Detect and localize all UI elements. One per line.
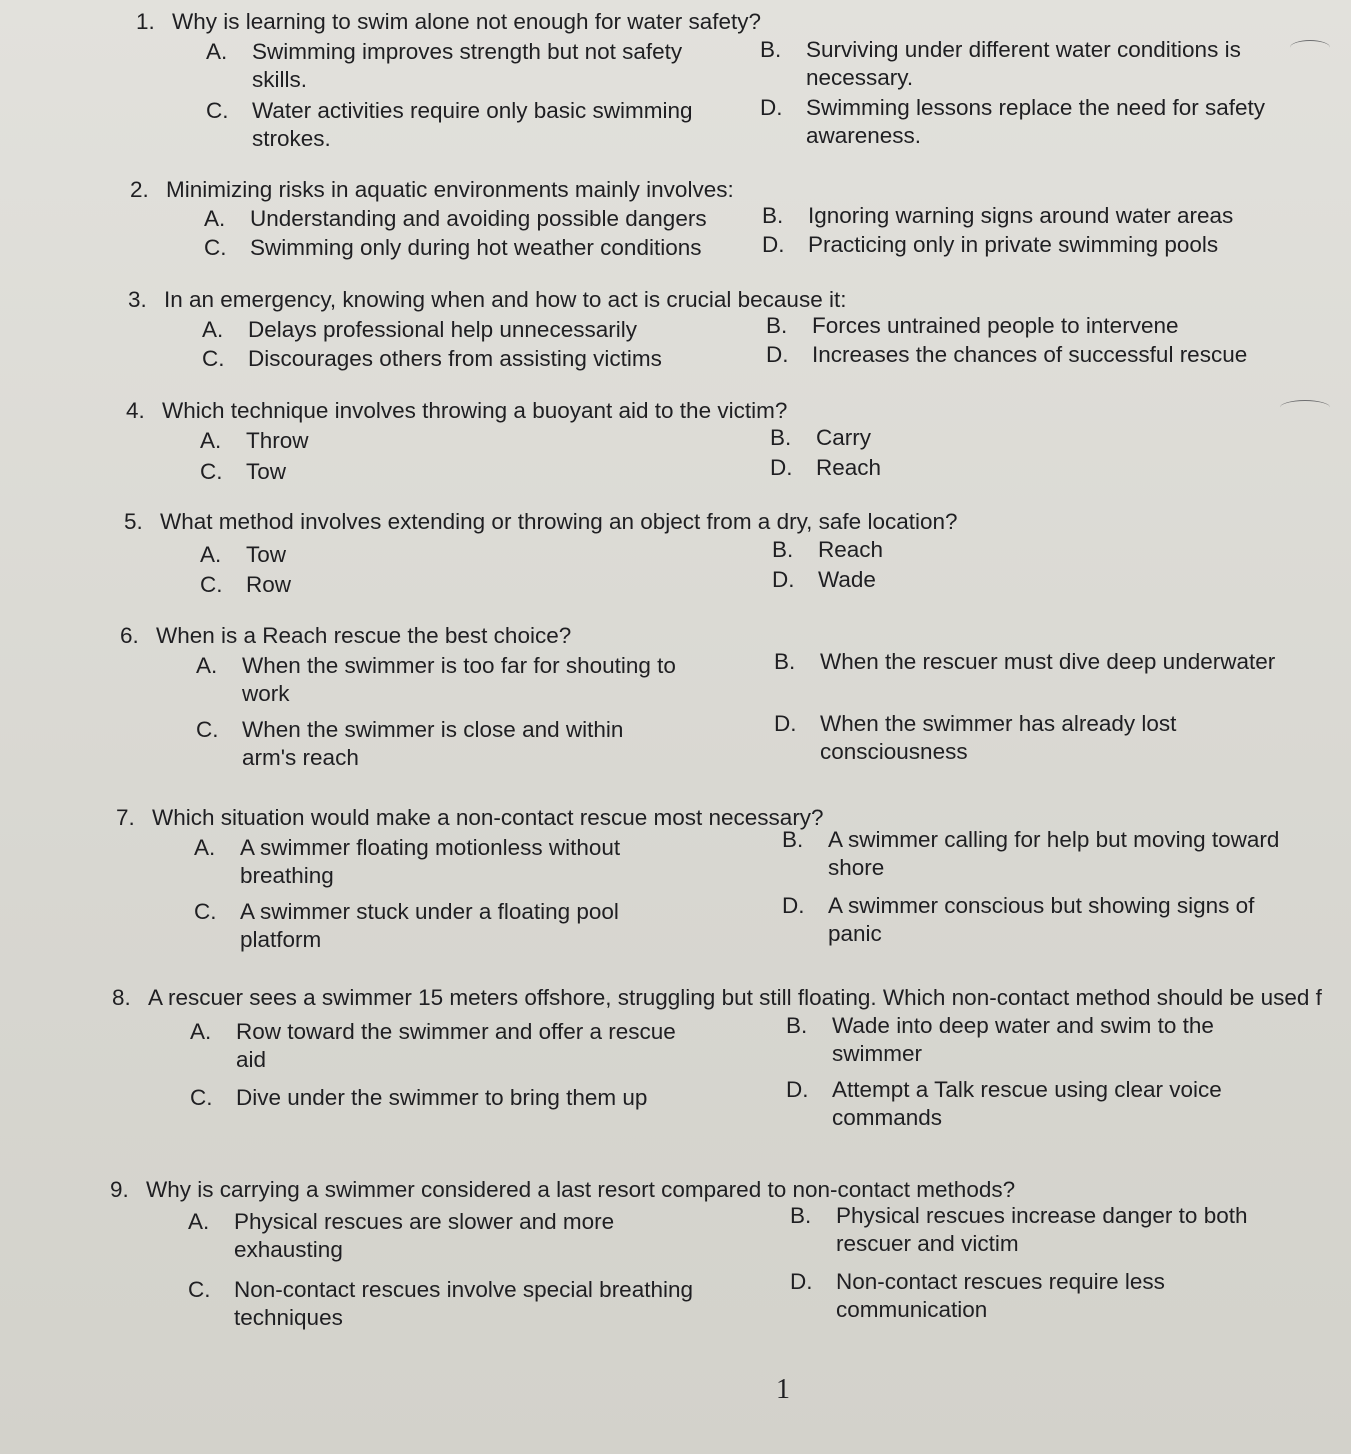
question-number: 9. [110, 1177, 129, 1202]
question-number: 1. [136, 9, 155, 34]
option-letter: D. [770, 455, 793, 480]
option-letter: C. [190, 1085, 213, 1110]
option-letter: B. [760, 37, 782, 62]
option-letter: B. [782, 827, 804, 852]
option-text: Water activities require only basic swimming strokes. [252, 98, 693, 152]
question-text: When is a Reach rescue the best choice? [156, 623, 572, 648]
option-c [206, 97, 702, 153]
option-d [774, 710, 1180, 766]
question-stem [136, 8, 761, 36]
option-text: Carry [816, 425, 871, 450]
option-text: Understanding and avoiding possible dangers [250, 206, 707, 231]
option-text: Surviving under different water conditions is necessary. [806, 37, 1241, 91]
option-text: When the swimmer is too far for shouting to work [242, 653, 676, 707]
option-letter: D. [786, 1077, 809, 1102]
option-text: Row [246, 572, 292, 597]
option-b [762, 202, 1233, 230]
option-letter: B. [770, 425, 792, 450]
option-letter: A. [200, 542, 222, 567]
option-letter: A. [196, 653, 218, 678]
option-c [200, 571, 291, 599]
question-stem [124, 508, 958, 536]
option-text: Practicing only in private swimming pools [808, 232, 1219, 257]
question-number: 6. [120, 623, 139, 648]
option-text: Reach [818, 537, 884, 562]
option-b [786, 1012, 1232, 1068]
option-letter: C. [204, 235, 227, 260]
option-text: A swimmer calling for help but moving toward shore [828, 827, 1280, 881]
option-letter: C. [188, 1277, 211, 1302]
option-letter: B. [772, 537, 794, 562]
option-a [204, 205, 707, 233]
option-a [200, 427, 309, 455]
option-text: Tow [246, 542, 287, 567]
question-stem [128, 286, 846, 314]
page-number: 1 [776, 1374, 790, 1405]
question-text: Minimizing risks in aquatic environments mainly involves: [166, 177, 734, 202]
option-d [770, 454, 881, 482]
option-letter: B. [762, 203, 784, 228]
option-text: Dive under the swimmer to bring them up [236, 1085, 648, 1110]
option-text: A swimmer floating motionless without breathing [240, 835, 621, 889]
option-letter: C. [202, 346, 225, 371]
option-text: Wade into deep water and swim to the swimmer [832, 1013, 1214, 1067]
option-letter: D. [762, 232, 785, 257]
option-letter: B. [774, 649, 796, 674]
question-stem [110, 1176, 1015, 1204]
option-d [790, 1268, 1176, 1324]
option-text: Tow [246, 459, 287, 484]
option-b [770, 424, 871, 452]
option-letter: A. [206, 39, 228, 64]
option-text: A swimmer conscious but showing signs of panic [828, 893, 1255, 947]
option-text: Physical rescues are slower and more exhausting [234, 1209, 615, 1263]
option-letter: A. [200, 428, 222, 453]
option-text: Throw [246, 428, 309, 453]
question-number: 4. [126, 398, 145, 423]
option-c [202, 345, 662, 373]
option-letter: A. [204, 206, 226, 231]
option-b [766, 312, 1178, 340]
option-letter: D. [774, 711, 797, 736]
option-text: Non-contact rescues involve special breathing techniques [234, 1277, 693, 1331]
option-letter: C. [194, 899, 217, 924]
question-stem [116, 804, 824, 832]
option-letter: D. [790, 1269, 813, 1294]
pencil-mark [1290, 40, 1330, 55]
question-stem [112, 984, 1322, 1012]
pencil-mark [1280, 400, 1330, 415]
option-d [762, 231, 1218, 259]
option-d [772, 566, 876, 594]
option-d [786, 1076, 1242, 1132]
option-letter: B. [766, 313, 788, 338]
option-a [202, 316, 637, 344]
question-text: Which situation would make a non-contact rescue most necessary? [152, 805, 824, 830]
question-number: 7. [116, 805, 135, 830]
option-text: Swimming improves strength but not safety skills. [252, 39, 683, 93]
option-d [760, 94, 1266, 150]
question-text: In an emergency, knowing when and how to act is crucial because it: [164, 287, 847, 312]
question-number: 8. [112, 985, 131, 1010]
option-c [188, 1276, 724, 1332]
option-letter: B. [790, 1203, 812, 1228]
option-letter: D. [760, 95, 783, 120]
option-letter: A. [202, 317, 224, 342]
option-letter: D. [772, 567, 795, 592]
option-letter: C. [200, 459, 223, 484]
option-letter: D. [782, 893, 805, 918]
option-letter: A. [188, 1209, 210, 1234]
question-stem [120, 622, 571, 650]
option-a [196, 652, 682, 708]
option-b [774, 648, 1275, 676]
option-b [782, 826, 1298, 882]
option-d [782, 892, 1288, 948]
option-text: A swimmer stuck under a floating pool platform [240, 899, 619, 953]
question-stem [130, 176, 734, 204]
question-text: A rescuer sees a swimmer 15 meters offshore, struggling but still floating. Which non-contact method should be used f [148, 985, 1322, 1010]
option-b [790, 1202, 1286, 1258]
option-text: When the rescuer must dive deep underwater [820, 649, 1276, 674]
option-text: Row toward the swimmer and offer a rescue aid [236, 1019, 676, 1073]
question-number: 2. [130, 177, 149, 202]
option-a [206, 38, 702, 94]
option-text: Ignoring warning signs around water areas [808, 203, 1234, 228]
option-text: Swimming only during hot weather conditions [250, 235, 702, 260]
option-a [190, 1018, 696, 1074]
option-b [760, 36, 1266, 92]
option-letter: C. [206, 98, 229, 123]
option-text: When the swimmer is close and within arm's reach [242, 717, 624, 771]
option-c [194, 898, 660, 954]
question-text: Why is carrying a swimmer considered a last resort compared to non-contact methods? [146, 1177, 1016, 1202]
option-text: Physical rescues increase danger to both rescuer and victim [836, 1203, 1248, 1257]
option-letter: B. [786, 1013, 808, 1038]
question-text: What method involves extending or throwing an object from a dry, safe location? [160, 509, 958, 534]
option-text: Increases the chances of successful rescue [812, 342, 1248, 367]
option-text: Reach [816, 455, 882, 480]
option-c [204, 234, 701, 262]
option-text: Discourages others from assisting victims [248, 346, 662, 371]
option-text: Swimming lessons replace the need for safety awareness. [806, 95, 1265, 149]
option-text: When the swimmer has already lost consciousness [820, 711, 1177, 765]
question-text: Which technique involves throwing a buoyant aid to the victim? [162, 398, 788, 423]
option-c [200, 458, 286, 486]
question-number: 5. [124, 509, 143, 534]
option-letter: A. [194, 835, 216, 860]
option-letter: A. [190, 1019, 212, 1044]
option-a [188, 1208, 654, 1264]
option-a [194, 834, 660, 890]
option-b [772, 536, 883, 564]
option-letter: C. [200, 572, 223, 597]
option-text: Forces untrained people to intervene [812, 313, 1179, 338]
option-c [190, 1084, 647, 1112]
option-text: Wade [818, 567, 876, 592]
question-number: 3. [128, 287, 147, 312]
option-text: Attempt a Talk rescue using clear voice commands [832, 1077, 1222, 1131]
question-stem [126, 397, 787, 425]
option-a [200, 541, 286, 569]
option-letter: C. [196, 717, 219, 742]
option-letter: D. [766, 342, 789, 367]
option-c [196, 716, 682, 772]
option-d [766, 341, 1247, 369]
question-text: Why is learning to swim alone not enough for water safety? [172, 9, 762, 34]
option-text: Non-contact rescues require less communication [836, 1269, 1165, 1323]
option-text: Delays professional help unnecessarily [248, 317, 637, 342]
